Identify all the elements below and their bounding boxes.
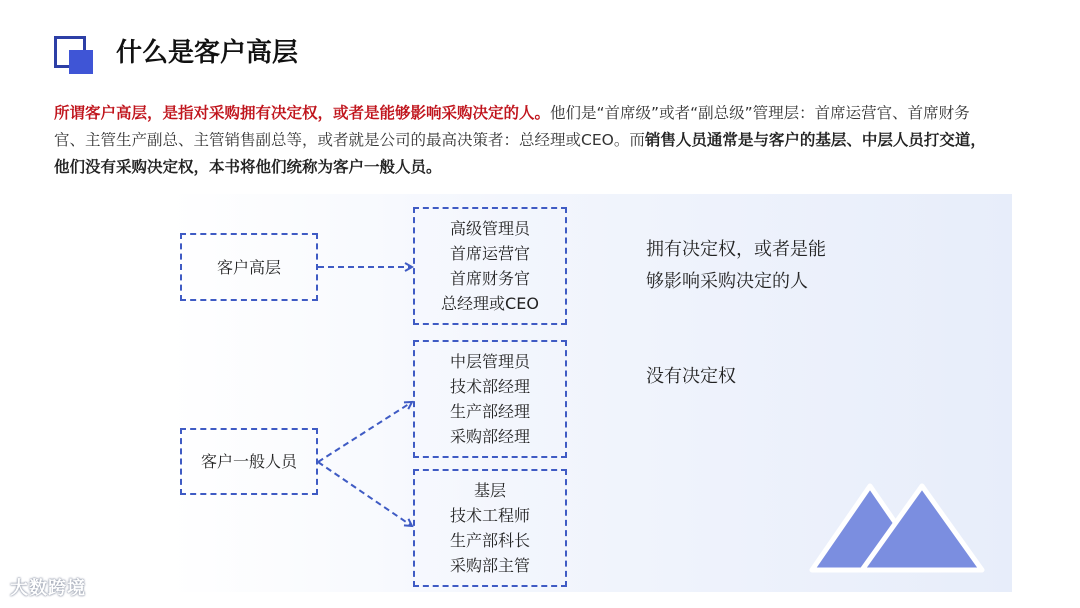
box-client-general	[180, 428, 318, 495]
middle-heading: 中层管理员	[449, 352, 530, 371]
decision-power-line-2: 够影响采购决定的人	[646, 271, 808, 292]
senior-item: 首席财务官	[449, 269, 530, 288]
box-client-general-label: 客户一般人员	[200, 452, 297, 471]
middle-item: 技术部经理	[449, 377, 530, 396]
mountain-icon	[806, 478, 986, 578]
box-senior-management	[413, 207, 567, 325]
decision-power-line-1: 拥有决定权，或者是能	[646, 239, 826, 260]
middle-item: 生产部经理	[449, 402, 530, 421]
no-decision-power-text: 没有决定权	[646, 366, 736, 387]
intro-details: 他们是“首席级”或者“副总级”管理层：首席运营官、首席财务官、主管生产副总、主管销售副总等，或者就是公司的最高决策者：总经理或CEO。而	[54, 104, 970, 149]
base-item: 采购部主管	[449, 556, 530, 575]
box-base-level	[413, 469, 567, 587]
base-item: 生产部科长	[449, 531, 530, 550]
senior-item: 总经理或CEO	[441, 294, 539, 313]
senior-item: 首席运营官	[449, 244, 530, 263]
base-item: 技术工程师	[449, 506, 530, 525]
decision-power-text	[646, 234, 826, 298]
box-client-executive-label: 客户高层	[216, 257, 281, 277]
box-client-executive	[180, 233, 318, 301]
page-title: 什么是客户高层	[116, 38, 299, 68]
middle-item: 采购部经理	[449, 427, 530, 446]
arrow-base	[318, 462, 412, 526]
intro-definition: 所谓客户高层，是指对采购拥有决定权，或者是能够影响采购决定的人。	[54, 104, 551, 122]
box-middle-management	[413, 340, 567, 458]
arrow-middle	[318, 402, 412, 462]
base-heading: 基层	[473, 481, 506, 500]
senior-heading: 高级管理员	[449, 219, 530, 238]
watermark-logo: 大数跨境	[10, 578, 86, 599]
intro-sales-note: 销售人员通常是与客户的基层、中层人员打交道，他们没有采购决定权，本书将他们统称为客户一般人员。	[54, 131, 986, 176]
